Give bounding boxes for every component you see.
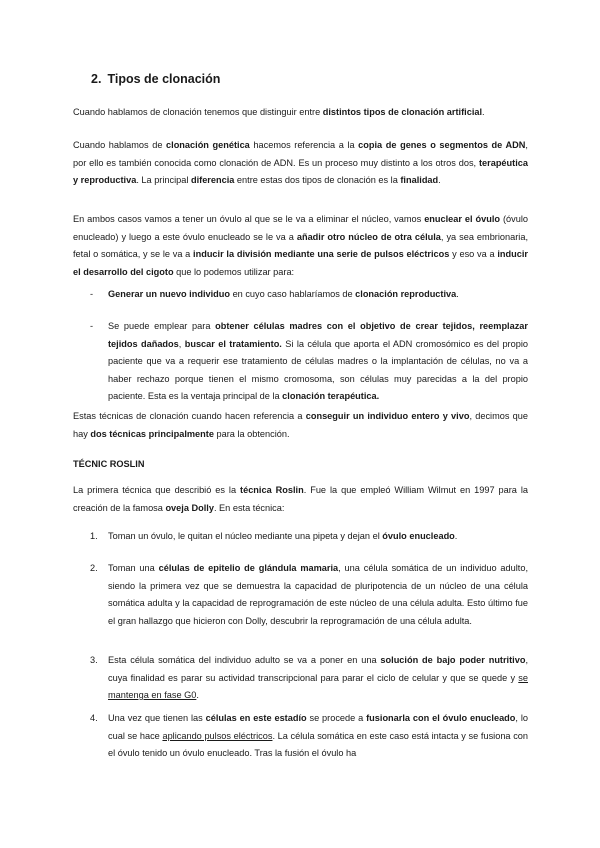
text-run: , una célula somática de un individuo adulto, siendo la primera vez que se demuestra la capacidad de pluripotencia de un núcleo de una célula somática adulta y la capacidad de reprogramación de este núcleo de una célula adulta. Esto último fue el gran hallazgo que hicieron con Dolly, descubrir la reprogramación de una célula adulta. xyxy=(108,563,529,626)
text-bold: inducir la división mediante una serie de pulsos eléctricos xyxy=(193,249,450,259)
text-bold: añadir otro núcleo de otra célula xyxy=(296,231,441,242)
text-bold: conseguir un individuo entero y vivo xyxy=(305,411,470,421)
text-run: , xyxy=(178,338,185,349)
text-run: (óvulo enucleado) y luego a este óvulo enucleado se le va a xyxy=(73,214,528,242)
section-number: 2. xyxy=(91,72,102,86)
text-run: entre estas dos tipos de clonación es la xyxy=(234,175,401,185)
numbered-item-1 xyxy=(90,528,528,546)
paragraph-techniques xyxy=(73,408,528,443)
item-text xyxy=(108,710,528,763)
text-run: . xyxy=(196,690,199,700)
text-run: se procede a xyxy=(306,713,367,723)
text-bold: fusionarla con el óvulo enucleado xyxy=(366,713,516,723)
numbered-item-3 xyxy=(90,652,528,705)
text-bold: óvulo enucleado xyxy=(382,531,455,541)
text-run: y eso va a xyxy=(449,249,498,259)
text-bold: solución de bajo poder nutritivo xyxy=(380,655,526,665)
text-run: Si la célula que aporta el ADN cromosómico es del propio paciente que va a requerir ese tratamiento de células madres o la implantación de células, no va a haber rechazo porque tienen el mismo cromosoma, son células muy parecidas a la del propio paciente. Esta es la ventaja principal de la xyxy=(108,338,528,401)
text-bold: dos técnicas principalmente xyxy=(90,428,214,439)
text-run: Toman una xyxy=(108,563,159,573)
bullet-mark: - xyxy=(90,321,94,331)
numbered-item-4 xyxy=(90,710,528,763)
text-bold: finalidad xyxy=(400,175,439,185)
text-underlined: se mantenga en fase G0 xyxy=(108,672,528,700)
paragraph-intro xyxy=(73,104,528,122)
item-text xyxy=(108,560,528,630)
text-run: Cuando hablamos de clonación tenemos que distinguir entre xyxy=(73,107,323,117)
text-bold: diferencia xyxy=(190,175,235,185)
paragraph-genetic-cloning xyxy=(73,137,528,190)
text-run: , ya sea embrionaria, fetal o somática, y se le va a xyxy=(73,231,528,259)
text-run: En ambos casos vamos a tener un óvulo al que se le va a eliminar el núcleo, vamos xyxy=(73,214,425,224)
text-bold: inducir el desarrollo del cigoto xyxy=(73,249,528,277)
text-run: . En esta técnica: xyxy=(213,502,285,513)
item-number: 3. xyxy=(90,655,98,665)
text-bold: células en este estadío xyxy=(205,713,307,723)
item-number: 2. xyxy=(90,563,98,573)
text-run: , decimos que hay xyxy=(73,411,528,439)
text-underlined: aplicando pulsos eléctricos xyxy=(162,730,273,741)
text-bold: clonación genética xyxy=(166,140,250,150)
text-run: , por ello es también conocida como clonación de ADN. Es un proceso muy distinto a los otros dos, xyxy=(73,140,528,168)
text-bold: células de epitelio de glándula mamaria xyxy=(158,563,339,573)
text-bold: distintos tipos de clonación artificial xyxy=(322,107,483,117)
text-run: . xyxy=(454,531,458,541)
text-bold: clonación reproductiva xyxy=(355,289,457,299)
text-run: , cuya finalidad es parar su actividad transcripcional para parar el ciclo de celular y que se quede y xyxy=(108,655,529,683)
text-bold: clonación terapéutica. xyxy=(282,391,380,401)
numbered-item-2 xyxy=(90,560,528,630)
text-run: , lo cual se hace xyxy=(108,713,528,741)
item-number: 1. xyxy=(90,531,98,541)
text-run: . La célula somática en este caso está intacta y se fusiona con el óvulo tenido un óvulo enucleado. Tras la fusión el óvulo ha xyxy=(108,730,529,758)
text-bold: buscar el tratamiento. xyxy=(184,338,282,349)
text-run: para la obtención. xyxy=(213,428,290,439)
text-run: Esta célula somática del individuo adulto se va a poner en una xyxy=(108,655,381,665)
text-run: en cuyo caso hablaríamos de xyxy=(230,289,356,299)
text-run: . xyxy=(438,175,441,185)
bullet-text xyxy=(108,286,528,304)
text-run: . Fue la que empleó William Wilmut en 1997 para la creación de la famosa xyxy=(73,485,529,513)
bullet-item-therapeutic xyxy=(90,318,528,406)
bullet-text xyxy=(108,318,528,406)
text-run: Una vez que tienen las xyxy=(108,713,206,723)
text-run: . La principal xyxy=(136,175,191,185)
text-bold: técnica Roslin xyxy=(240,485,304,495)
text-run: . xyxy=(456,289,459,299)
item-text xyxy=(108,652,528,705)
text-bold: oveja Dolly xyxy=(165,502,214,513)
section-heading xyxy=(91,72,220,86)
text-bold: terapéutica y reproductiva xyxy=(73,157,528,185)
text-bold: obtener células madres con el objetivo de crear tejidos, reemplazar tejidos dañados xyxy=(108,321,528,349)
subheading-roslin: TÉCNIC ROSLIN xyxy=(73,459,145,469)
text-run: Estas técnicas de clonación cuando hacen referencia a xyxy=(73,411,306,421)
text-bold: enuclear el óvulo xyxy=(424,214,501,224)
text-run: La primera técnica que describió es la xyxy=(73,485,241,495)
bullet-mark: - xyxy=(90,289,94,299)
paragraph-roslin xyxy=(73,482,528,517)
bullet-item-reproductive xyxy=(90,286,528,304)
text-run: Se puede emplear para xyxy=(108,321,216,331)
paragraph-both-cases xyxy=(73,211,528,281)
section-title: Tipos de clonación xyxy=(107,72,221,86)
text-run: . xyxy=(482,107,485,117)
item-number: 4. xyxy=(90,713,98,723)
text-run: Toman un óvulo, le quitan el núcleo mediante una pipeta y dejan el xyxy=(108,531,383,541)
text-bold: copia de genes o segmentos de ADN xyxy=(358,140,526,150)
text-run: hacemos referencia a la xyxy=(249,140,359,150)
text-run: Cuando hablamos de xyxy=(73,140,167,150)
text-bold: Generar un nuevo individuo xyxy=(108,289,231,299)
text-run: que lo podemos utilizar para: xyxy=(173,266,295,277)
item-text xyxy=(108,528,528,546)
